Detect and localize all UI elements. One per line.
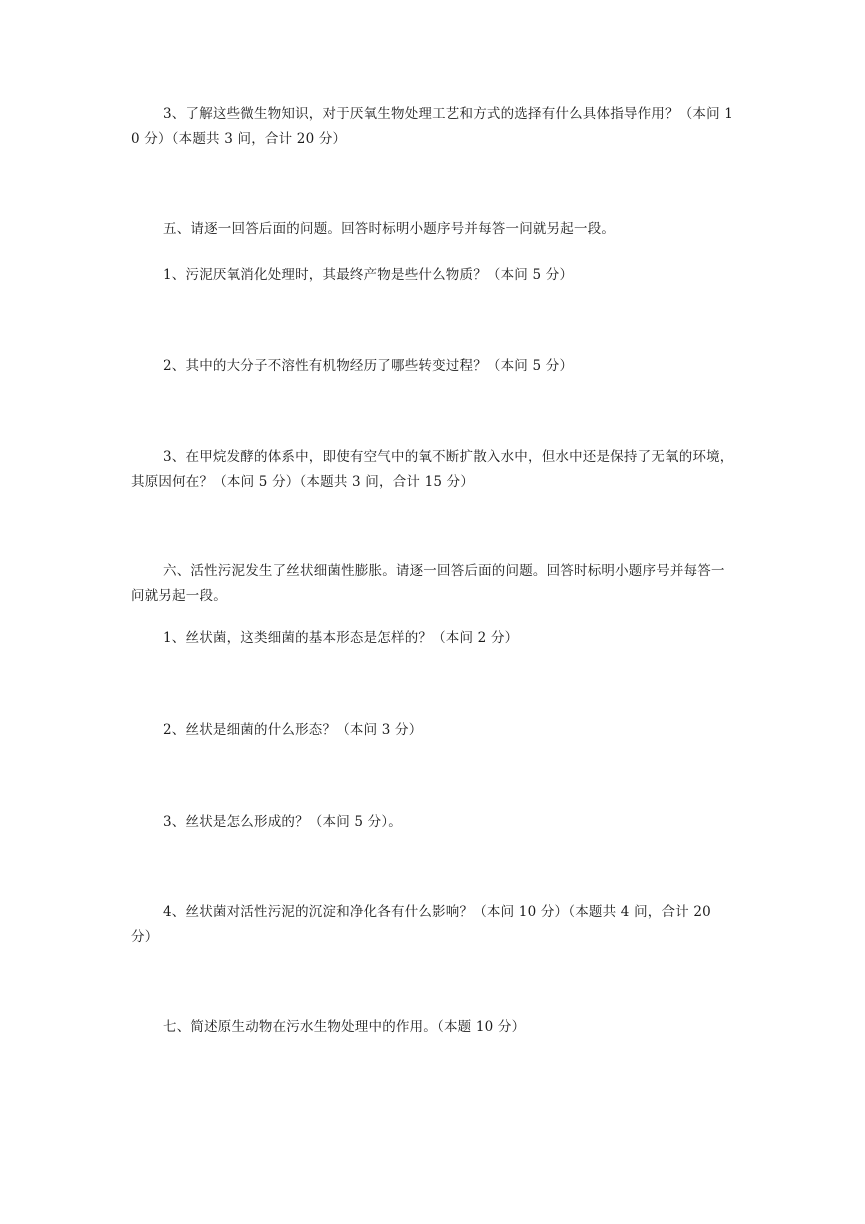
q5-heading-paragraph: 五、请逐一回答后面的问题。回答时标明小题序号并每答一问就另起一段。	[163, 221, 616, 237]
q6-sub4-paragraph: 4、丝状菌对活性污泥的沉淀和净化各有什么影响？（本问 10 分）（本题共 4 问，合计 20 分）	[131, 904, 711, 945]
q5-sub2-paragraph: 2、其中的大分子不溶性有机物经历了哪些转变过程？（本问 5 分）	[163, 358, 574, 374]
q4-sub3-paragraph: 3、了解这些微生物知识，对于厌氧生物处理工艺和方式的选择有什么具体指导作用？（本问 10 分）（本题共 3 问，合计 20 分）	[131, 106, 734, 147]
q6-heading-paragraph: 六、活性污泥发生了丝状细菌性膨胀。请逐一回答后面的问题。回答时标明小题序号并每答一问就另起一段。	[131, 563, 725, 604]
q5-sub3-paragraph: 3、在甲烷发酵的体系中，即使有空气中的氧不断扩散入水中，但水中还是保持了无氧的环境，其原因何在？（本问 5 分）（本题共 3 问，合计 15 分）	[131, 449, 734, 490]
q6-sub2-paragraph: 2、丝状是细菌的什么形态？（本问 3 分）	[163, 722, 423, 738]
q6-sub1-paragraph: 1、丝状菌，这类细菌的基本形态是怎样的？（本问 2 分）	[163, 630, 519, 646]
q7-paragraph: 七、简述原生动物在污水生物处理中的作用。（本题 10 分）	[163, 1019, 526, 1035]
q6-sub3-paragraph: 3、丝状是怎么形成的？（本问 5 分）。	[163, 814, 403, 830]
q5-sub1-paragraph: 1、污泥厌氧消化处理时，其最终产物是些什么物质？（本问 5 分）	[163, 267, 574, 283]
